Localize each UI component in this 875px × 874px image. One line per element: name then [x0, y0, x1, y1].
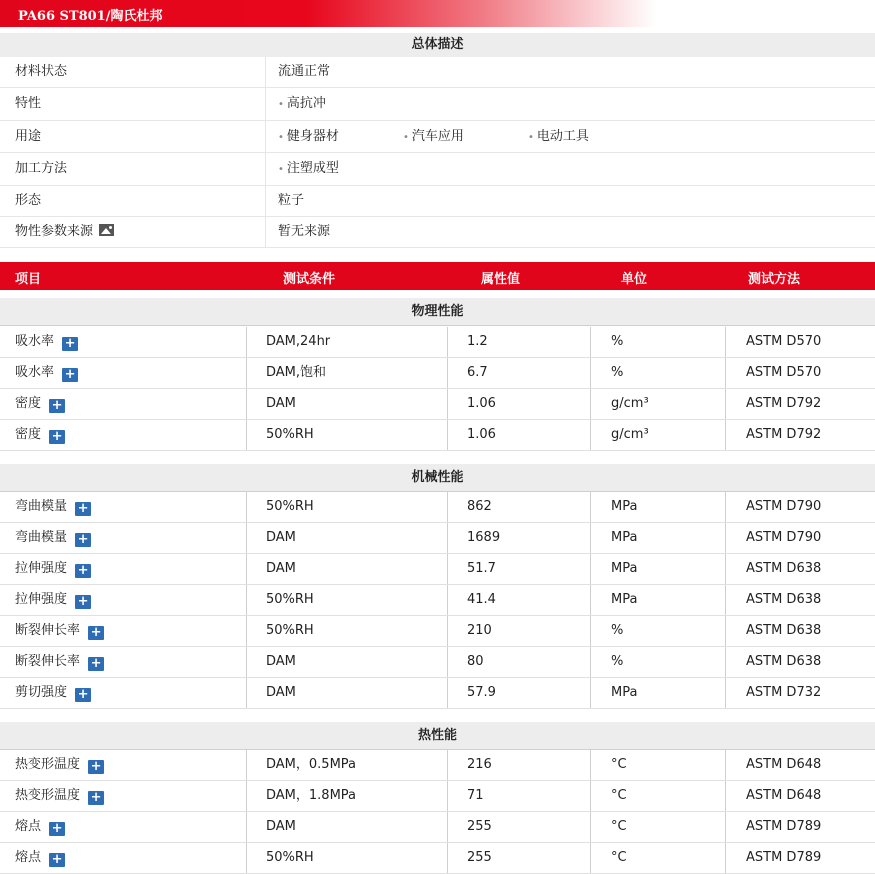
test-condition: DAM	[266, 654, 296, 669]
column-divider	[265, 217, 266, 247]
overview-label-text: 物性参数来源	[15, 224, 94, 239]
column-divider	[725, 678, 726, 708]
table-row	[0, 781, 875, 812]
column-divider	[725, 420, 726, 450]
property-value: 255	[467, 850, 492, 865]
column-divider	[447, 523, 448, 553]
column-divider	[246, 678, 247, 708]
bullet-icon: •	[278, 99, 284, 110]
test-condition: 50%RH	[266, 592, 314, 607]
add-icon[interactable]: +	[75, 688, 91, 702]
test-method: ASTM D732	[746, 685, 822, 700]
column-divider	[590, 812, 591, 842]
overview-row	[0, 88, 875, 121]
property-name-text: 熔点	[15, 819, 42, 834]
overview-value-text: 高抗冲	[286, 96, 326, 111]
table-header	[0, 262, 875, 290]
page-title: PA66 ST801/陶氏杜邦	[18, 9, 163, 24]
property-name-text: 热变形温度	[15, 788, 81, 803]
table-row	[0, 812, 875, 843]
column-divider	[725, 389, 726, 419]
overview-value-text: 健身器材	[286, 129, 339, 144]
column-divider	[590, 554, 591, 584]
column-divider	[246, 554, 247, 584]
property-value: 80	[467, 654, 484, 669]
add-icon[interactable]: +	[88, 791, 104, 805]
overview-label-text: 加工方法	[15, 161, 68, 176]
test-method: ASTM D570	[746, 365, 822, 380]
property-name-text: 吸水率	[15, 334, 55, 349]
column-divider	[447, 492, 448, 522]
column-divider	[246, 812, 247, 842]
table-row	[0, 420, 875, 451]
column-divider	[246, 781, 247, 811]
column-divider	[265, 186, 266, 216]
column-divider	[447, 616, 448, 646]
overview-label	[15, 57, 67, 87]
property-name-text: 拉伸强度	[15, 561, 68, 576]
overview-value	[278, 217, 330, 247]
overview-value	[403, 121, 464, 153]
table-row	[0, 389, 875, 420]
property-value: 57.9	[467, 685, 496, 700]
test-method: ASTM D789	[746, 850, 822, 865]
test-condition: DAM	[266, 530, 296, 545]
table-row	[0, 843, 875, 874]
property-name-text: 剪切强度	[15, 685, 68, 700]
property-value: 1.2	[467, 334, 488, 349]
column-divider	[590, 616, 591, 646]
property-name-text: 弯曲模量	[15, 530, 68, 545]
overview-label-text: 材料状态	[15, 64, 68, 79]
bullet-icon: •	[278, 132, 284, 143]
overview-value-text: 电动工具	[536, 129, 589, 144]
unit: %	[611, 334, 624, 349]
property-name-text: 拉伸强度	[15, 592, 68, 607]
column-divider	[246, 585, 247, 615]
unit: °C	[611, 850, 627, 865]
col-header-condition: 测试条件	[283, 272, 336, 287]
col-header-unit: 单位	[621, 272, 648, 287]
property-value: 6.7	[467, 365, 488, 380]
table-row	[0, 492, 875, 523]
unit: MPa	[611, 561, 638, 576]
image-icon[interactable]	[99, 224, 114, 236]
test-method: ASTM D792	[746, 427, 822, 442]
bullet-icon: •	[403, 132, 409, 143]
column-divider	[246, 843, 247, 873]
unit: MPa	[611, 530, 638, 545]
table-row	[0, 678, 875, 709]
property-name-text: 密度	[15, 396, 42, 411]
overview-label-text: 用途	[15, 129, 42, 144]
overview-value	[528, 121, 589, 153]
overview-row	[0, 217, 875, 248]
overview-row	[0, 186, 875, 217]
add-icon[interactable]: +	[88, 626, 104, 640]
add-icon[interactable]: +	[49, 853, 65, 867]
unit: MPa	[611, 592, 638, 607]
column-divider	[725, 327, 726, 357]
column-divider	[447, 327, 448, 357]
unit: g/cm³	[611, 396, 649, 411]
unit: %	[611, 654, 624, 669]
table-row	[0, 616, 875, 647]
column-divider	[447, 781, 448, 811]
property-value: 255	[467, 819, 492, 834]
test-method: ASTM D570	[746, 334, 822, 349]
table-row	[0, 358, 875, 389]
add-icon[interactable]: +	[62, 368, 78, 382]
column-divider	[590, 585, 591, 615]
table-row	[0, 327, 875, 358]
property-value: 71	[467, 788, 484, 803]
column-divider	[447, 647, 448, 677]
column-divider	[590, 678, 591, 708]
column-divider	[590, 781, 591, 811]
column-divider	[265, 88, 266, 120]
property-name-text: 弯曲模量	[15, 499, 68, 514]
test-condition: 50%RH	[266, 427, 314, 442]
property-value: 1689	[467, 530, 501, 545]
column-divider	[725, 812, 726, 842]
column-divider	[725, 523, 726, 553]
overview-row	[0, 57, 875, 88]
property-name-text: 吸水率	[15, 365, 55, 380]
property-name	[15, 523, 91, 553]
title-bar	[0, 0, 875, 27]
property-name	[15, 843, 65, 873]
column-divider	[590, 492, 591, 522]
overview-value	[278, 88, 326, 121]
add-icon[interactable]: +	[75, 564, 91, 578]
test-method: ASTM D638	[746, 654, 822, 669]
overview-row	[0, 153, 875, 186]
property-name	[15, 812, 65, 842]
column-divider	[447, 585, 448, 615]
property-value: 210	[467, 623, 492, 638]
table-row	[0, 750, 875, 781]
column-divider	[447, 554, 448, 584]
test-condition: 50%RH	[266, 623, 314, 638]
column-divider	[590, 420, 591, 450]
test-condition: DAM	[266, 396, 296, 411]
unit: °C	[611, 788, 627, 803]
overview-value	[278, 153, 339, 186]
property-value: 1.06	[467, 427, 496, 442]
column-divider	[725, 781, 726, 811]
column-divider	[725, 647, 726, 677]
column-divider	[246, 420, 247, 450]
test-condition: DAM,饱和	[266, 365, 327, 380]
add-icon[interactable]: +	[62, 337, 78, 351]
column-divider	[246, 389, 247, 419]
property-name	[15, 750, 104, 780]
column-divider	[590, 389, 591, 419]
column-divider	[447, 389, 448, 419]
unit: %	[611, 623, 624, 638]
property-name	[15, 327, 78, 357]
overview-label	[15, 186, 41, 216]
test-method: ASTM D648	[746, 788, 822, 803]
column-divider	[246, 647, 247, 677]
column-divider	[265, 57, 266, 87]
col-header-method: 测试方法	[748, 272, 801, 287]
column-divider	[447, 420, 448, 450]
column-divider	[246, 327, 247, 357]
property-name	[15, 585, 91, 615]
test-method: ASTM D638	[746, 592, 822, 607]
add-icon[interactable]: +	[75, 502, 91, 516]
property-name-text: 断裂伸长率	[15, 654, 81, 669]
unit: °C	[611, 819, 627, 834]
overview-value-text: 暂无来源	[278, 224, 331, 239]
overview-value	[278, 186, 304, 216]
property-name	[15, 358, 78, 388]
test-condition: DAM	[266, 685, 296, 700]
column-divider	[590, 523, 591, 553]
test-condition: DAM，1.8MPa	[266, 788, 357, 803]
column-divider	[265, 153, 266, 185]
property-name-text: 密度	[15, 427, 42, 442]
test-method: ASTM D790	[746, 499, 822, 514]
property-name-text: 断裂伸长率	[15, 623, 81, 638]
property-value: 862	[467, 499, 492, 514]
column-divider	[725, 358, 726, 388]
property-name	[15, 678, 91, 708]
column-divider	[447, 812, 448, 842]
add-icon[interactable]: +	[49, 822, 65, 836]
col-header-value: 属性值	[481, 272, 521, 287]
property-name	[15, 616, 104, 646]
column-divider	[246, 523, 247, 553]
unit: MPa	[611, 499, 638, 514]
section-heading: 物理性能	[0, 298, 875, 326]
table-row	[0, 554, 875, 585]
table-row	[0, 647, 875, 678]
overview-label	[15, 88, 41, 120]
column-divider	[447, 678, 448, 708]
add-icon[interactable]: +	[88, 657, 104, 671]
test-method: ASTM D638	[746, 623, 822, 638]
overview-label-text: 形态	[15, 193, 42, 208]
overview-label-text: 特性	[15, 96, 42, 111]
overview-label	[15, 121, 41, 152]
test-condition: DAM	[266, 561, 296, 576]
overview-label	[15, 153, 67, 185]
test-condition: DAM,24hr	[266, 334, 331, 349]
property-value: 41.4	[467, 592, 496, 607]
column-divider	[725, 585, 726, 615]
property-value: 1.06	[467, 396, 496, 411]
add-icon[interactable]: +	[75, 595, 91, 609]
unit: MPa	[611, 685, 638, 700]
column-divider	[590, 358, 591, 388]
column-divider	[265, 121, 266, 152]
unit: °C	[611, 757, 627, 772]
overview-value-text: 粒子	[278, 193, 305, 208]
overview-value-text: 流通正常	[278, 64, 331, 79]
test-condition: 50%RH	[266, 850, 314, 865]
test-condition: 50%RH	[266, 499, 314, 514]
column-divider	[725, 554, 726, 584]
overview-value-text: 汽车应用	[411, 129, 464, 144]
property-name	[15, 647, 104, 677]
overview-heading: 总体描述	[0, 33, 875, 57]
property-name	[15, 492, 91, 522]
table-row	[0, 523, 875, 554]
column-divider	[725, 750, 726, 780]
property-name	[15, 420, 65, 450]
test-method: ASTM D792	[746, 396, 822, 411]
column-divider	[246, 358, 247, 388]
property-value: 216	[467, 757, 492, 772]
column-divider	[246, 492, 247, 522]
test-method: ASTM D789	[746, 819, 822, 834]
column-divider	[447, 843, 448, 873]
column-divider	[447, 358, 448, 388]
column-divider	[246, 750, 247, 780]
column-divider	[590, 843, 591, 873]
overview-value	[278, 57, 330, 87]
unit: %	[611, 365, 624, 380]
column-divider	[447, 750, 448, 780]
add-icon[interactable]: +	[49, 430, 65, 444]
add-icon[interactable]: +	[88, 760, 104, 774]
add-icon[interactable]: +	[49, 399, 65, 413]
test-method: ASTM D648	[746, 757, 822, 772]
property-name-text: 熔点	[15, 850, 42, 865]
overview-label	[15, 217, 114, 247]
column-divider	[725, 616, 726, 646]
test-condition: DAM，0.5MPa	[266, 757, 357, 772]
bullet-icon: •	[278, 164, 284, 175]
column-divider	[590, 647, 591, 677]
property-name	[15, 389, 65, 419]
column-divider	[725, 492, 726, 522]
bullet-icon: •	[528, 132, 534, 143]
table-row	[0, 585, 875, 616]
overview-value	[278, 121, 339, 153]
overview-row	[0, 121, 875, 153]
test-condition: DAM	[266, 819, 296, 834]
section-heading: 热性能	[0, 722, 875, 750]
column-divider	[590, 750, 591, 780]
add-icon[interactable]: +	[75, 533, 91, 547]
property-name	[15, 554, 91, 584]
property-value: 51.7	[467, 561, 496, 576]
section-heading: 机械性能	[0, 464, 875, 492]
test-method: ASTM D790	[746, 530, 822, 545]
unit: g/cm³	[611, 427, 649, 442]
overview-value-text: 注塑成型	[286, 161, 339, 176]
col-header-item: 项目	[15, 272, 42, 287]
test-method: ASTM D638	[746, 561, 822, 576]
column-divider	[725, 843, 726, 873]
column-divider	[590, 327, 591, 357]
column-divider	[246, 616, 247, 646]
property-name-text: 热变形温度	[15, 757, 81, 772]
property-name	[15, 781, 104, 811]
